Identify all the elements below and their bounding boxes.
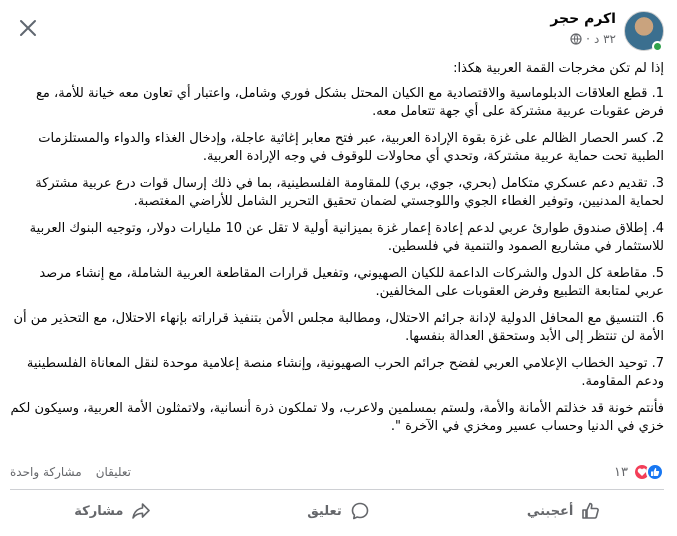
share-button[interactable] [0, 494, 226, 528]
post-intro: إذا لم تكن مخرجات القمة العربية هكذا: [453, 61, 664, 76]
post-point: 5. مقاطعة كل الدول والشركات الداعمة للكيان الصهيوني، وتفعيل قرارات المقاطعة العربية الشاملة، مع إنشاء مرصد عربي لمتابعة التطبيع وفرض العقوبات على المخالفين. [39, 266, 664, 299]
reaction-count[interactable]: ١٣ [614, 464, 628, 480]
online-status-icon [652, 41, 663, 52]
author-name[interactable]: اكرم حجر [550, 11, 616, 27]
share-icon [131, 501, 151, 521]
post-point: 1. قطع العلاقات الدبلوماسية والاقتصادية مع الكيان المحتل بشكل فوري وشامل، واعتبار أي تعاون معه خيانة للأمة، مع فرض عقوبات عربية مشتركة على أي جهة تتعامل معه. [36, 86, 664, 119]
like-outline-icon [581, 501, 601, 521]
post-time[interactable]: ٣٢ د [593, 32, 616, 46]
like-button[interactable] [451, 494, 677, 528]
post-meta [570, 32, 616, 46]
post-closing: فأنتم خونة قد خذلتم الأمانة والأمة، ولستم بمسلمين ولاعرب، ولا تملكون ذرة أنسانية، ولاتمثلون الأمة العربية، وسيكون لكم خزي في الدنيا وحساب عسير ومخزي في الآخرة ". [10, 401, 664, 434]
post-text [10, 60, 664, 445]
divider [10, 489, 664, 490]
comments-count[interactable]: تعليقان [95, 465, 131, 479]
reactions-summary[interactable] [614, 463, 664, 481]
action-bar [0, 494, 677, 528]
post-point: 7. توحيد الخطاب الإعلامي العربي لفضح جرائم الحرب الصهيونية، وإنشاء منصة إعلامية موحدة لنقل المعاناة الفلسطينية ودعم المقاومة. [26, 356, 664, 389]
comment-label: تعليق [307, 503, 342, 519]
stat-links [10, 465, 131, 479]
close-icon[interactable] [14, 14, 42, 42]
post-point: 2. كسر الحصار الظالم على غزة بقوة الإرادة العربية، عبر فتح معابر إغاثية عاجلة، وإدخال الغذاء والدواء والمستلزمات الطبية تحت حماية عربية مشتركة، وتحدي أي محاولات للوقوف في وجه الإرادة العربية. [38, 131, 664, 164]
share-label: مشاركة [74, 503, 124, 519]
post-point: 3. تقديم دعم عسكري متكامل (بحري، جوي، بري) للمقاومة الفلسطينية، بما في ذلك إرسال قوات درع عربية مشتركة لحماية المدنيين، وتوفير الغطاء الجوي واللوجستي لضمان تحقيق التحرير الشامل للأراضي المغتصبة. [35, 176, 664, 209]
globe-icon[interactable] [570, 33, 582, 45]
like-label: أعجبني [526, 503, 574, 519]
like-icon [646, 463, 664, 481]
comment-icon [350, 501, 370, 521]
separator-dot: · [586, 32, 590, 46]
comment-button[interactable] [226, 494, 452, 528]
post-header [0, 8, 677, 54]
post-point: 6. التنسيق مع المحافل الدولية لإدانة جرائم الاحتلال، ومطالبة مجلس الأمن بتنفيذ قراراته بإنهاء الاحتلال، مع التحذير من أن الأمة لن تنتظر إلى الأبد وستحقق العدالة بنفسها. [13, 311, 664, 344]
post-point: 4. إطلاق صندوق طوارئ عربي لدعم إعادة إعمار غزة بميزانية أولية لا تقل عن 10 مليارات دولار، وتوجيه البنوك العربية للاستثمار في مشاريع الصمود والتنمية في فلسطين. [29, 221, 664, 254]
shares-count[interactable]: مشاركة واحدة [10, 465, 82, 479]
post-stats [10, 460, 664, 486]
